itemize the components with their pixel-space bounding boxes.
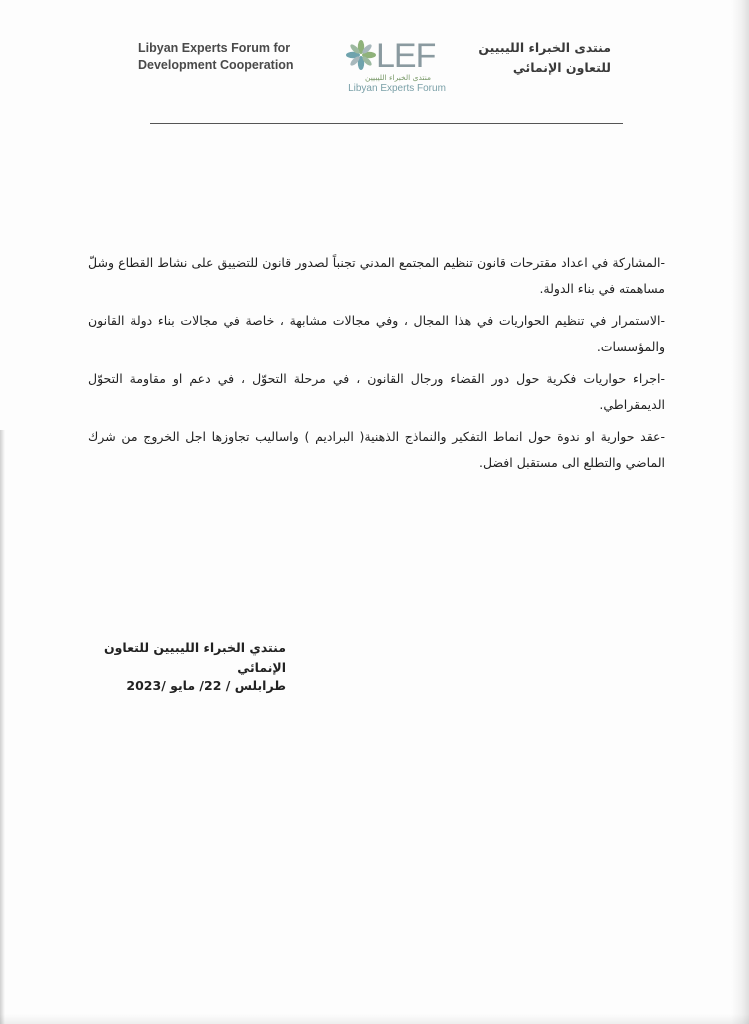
page-edge-shadow-right xyxy=(731,0,749,1024)
body-paragraph-4: -عقد حوارية او ندوة حول انماط التفكير والنماذج الذهنية( البراديم ) واساليب تجاوزها اجل الخروج من شرك الماضي والتطلع الى مستقبل افضل. xyxy=(88,429,665,470)
signature-org: منتدي الخبراء الليبيين للتعاون الإنمائي xyxy=(103,640,286,675)
body-paragraph-1: -المشاركة في اعداد مقترحات قانون تنظيم المجتمع المدني تجنباً لصدور قانون للتضييق على نشاط القطاع وشلّ مساهمته في بناء الدولة. xyxy=(88,255,665,296)
body-paragraph-2: -الاستمرار في تنظيم الحواريات في هذا المجال ، وفي مجالات مشابهة ، خاصة في مجالات بناء دولة القانون والمؤسسات. xyxy=(88,313,665,354)
header-org-english-line2: Development Cooperation xyxy=(138,58,294,72)
header-org-english-line1: Libyan Experts Forum for xyxy=(138,41,291,55)
logo-arabic-text: منتدى الخبراء الليبيين xyxy=(365,73,431,82)
header-divider xyxy=(150,123,623,124)
page-edge-shadow-bottom xyxy=(0,1014,749,1024)
header-org-arabic xyxy=(451,38,611,78)
signature-date: طرابلس / 22/ مايو /2023 xyxy=(126,678,286,693)
header-org-arabic-line2: للتعاون الإنمائي xyxy=(512,60,611,75)
document-body xyxy=(88,250,665,482)
header-org-arabic-line1: منتدى الخبراء الليبيين xyxy=(478,40,611,55)
page-edge-shadow-left xyxy=(0,430,5,1024)
logo-mark-text: LEF xyxy=(376,37,436,75)
body-paragraph-3: -اجراء حواريات فكرية حول دور القضاء ورجال القانون ، في مرحلة التحوّل ، في دعم او مقاومة التحوّل الديمقراطي. xyxy=(88,371,665,412)
header-org-english xyxy=(138,40,338,74)
logo-english-text: Libyan Experts Forum xyxy=(348,83,446,94)
